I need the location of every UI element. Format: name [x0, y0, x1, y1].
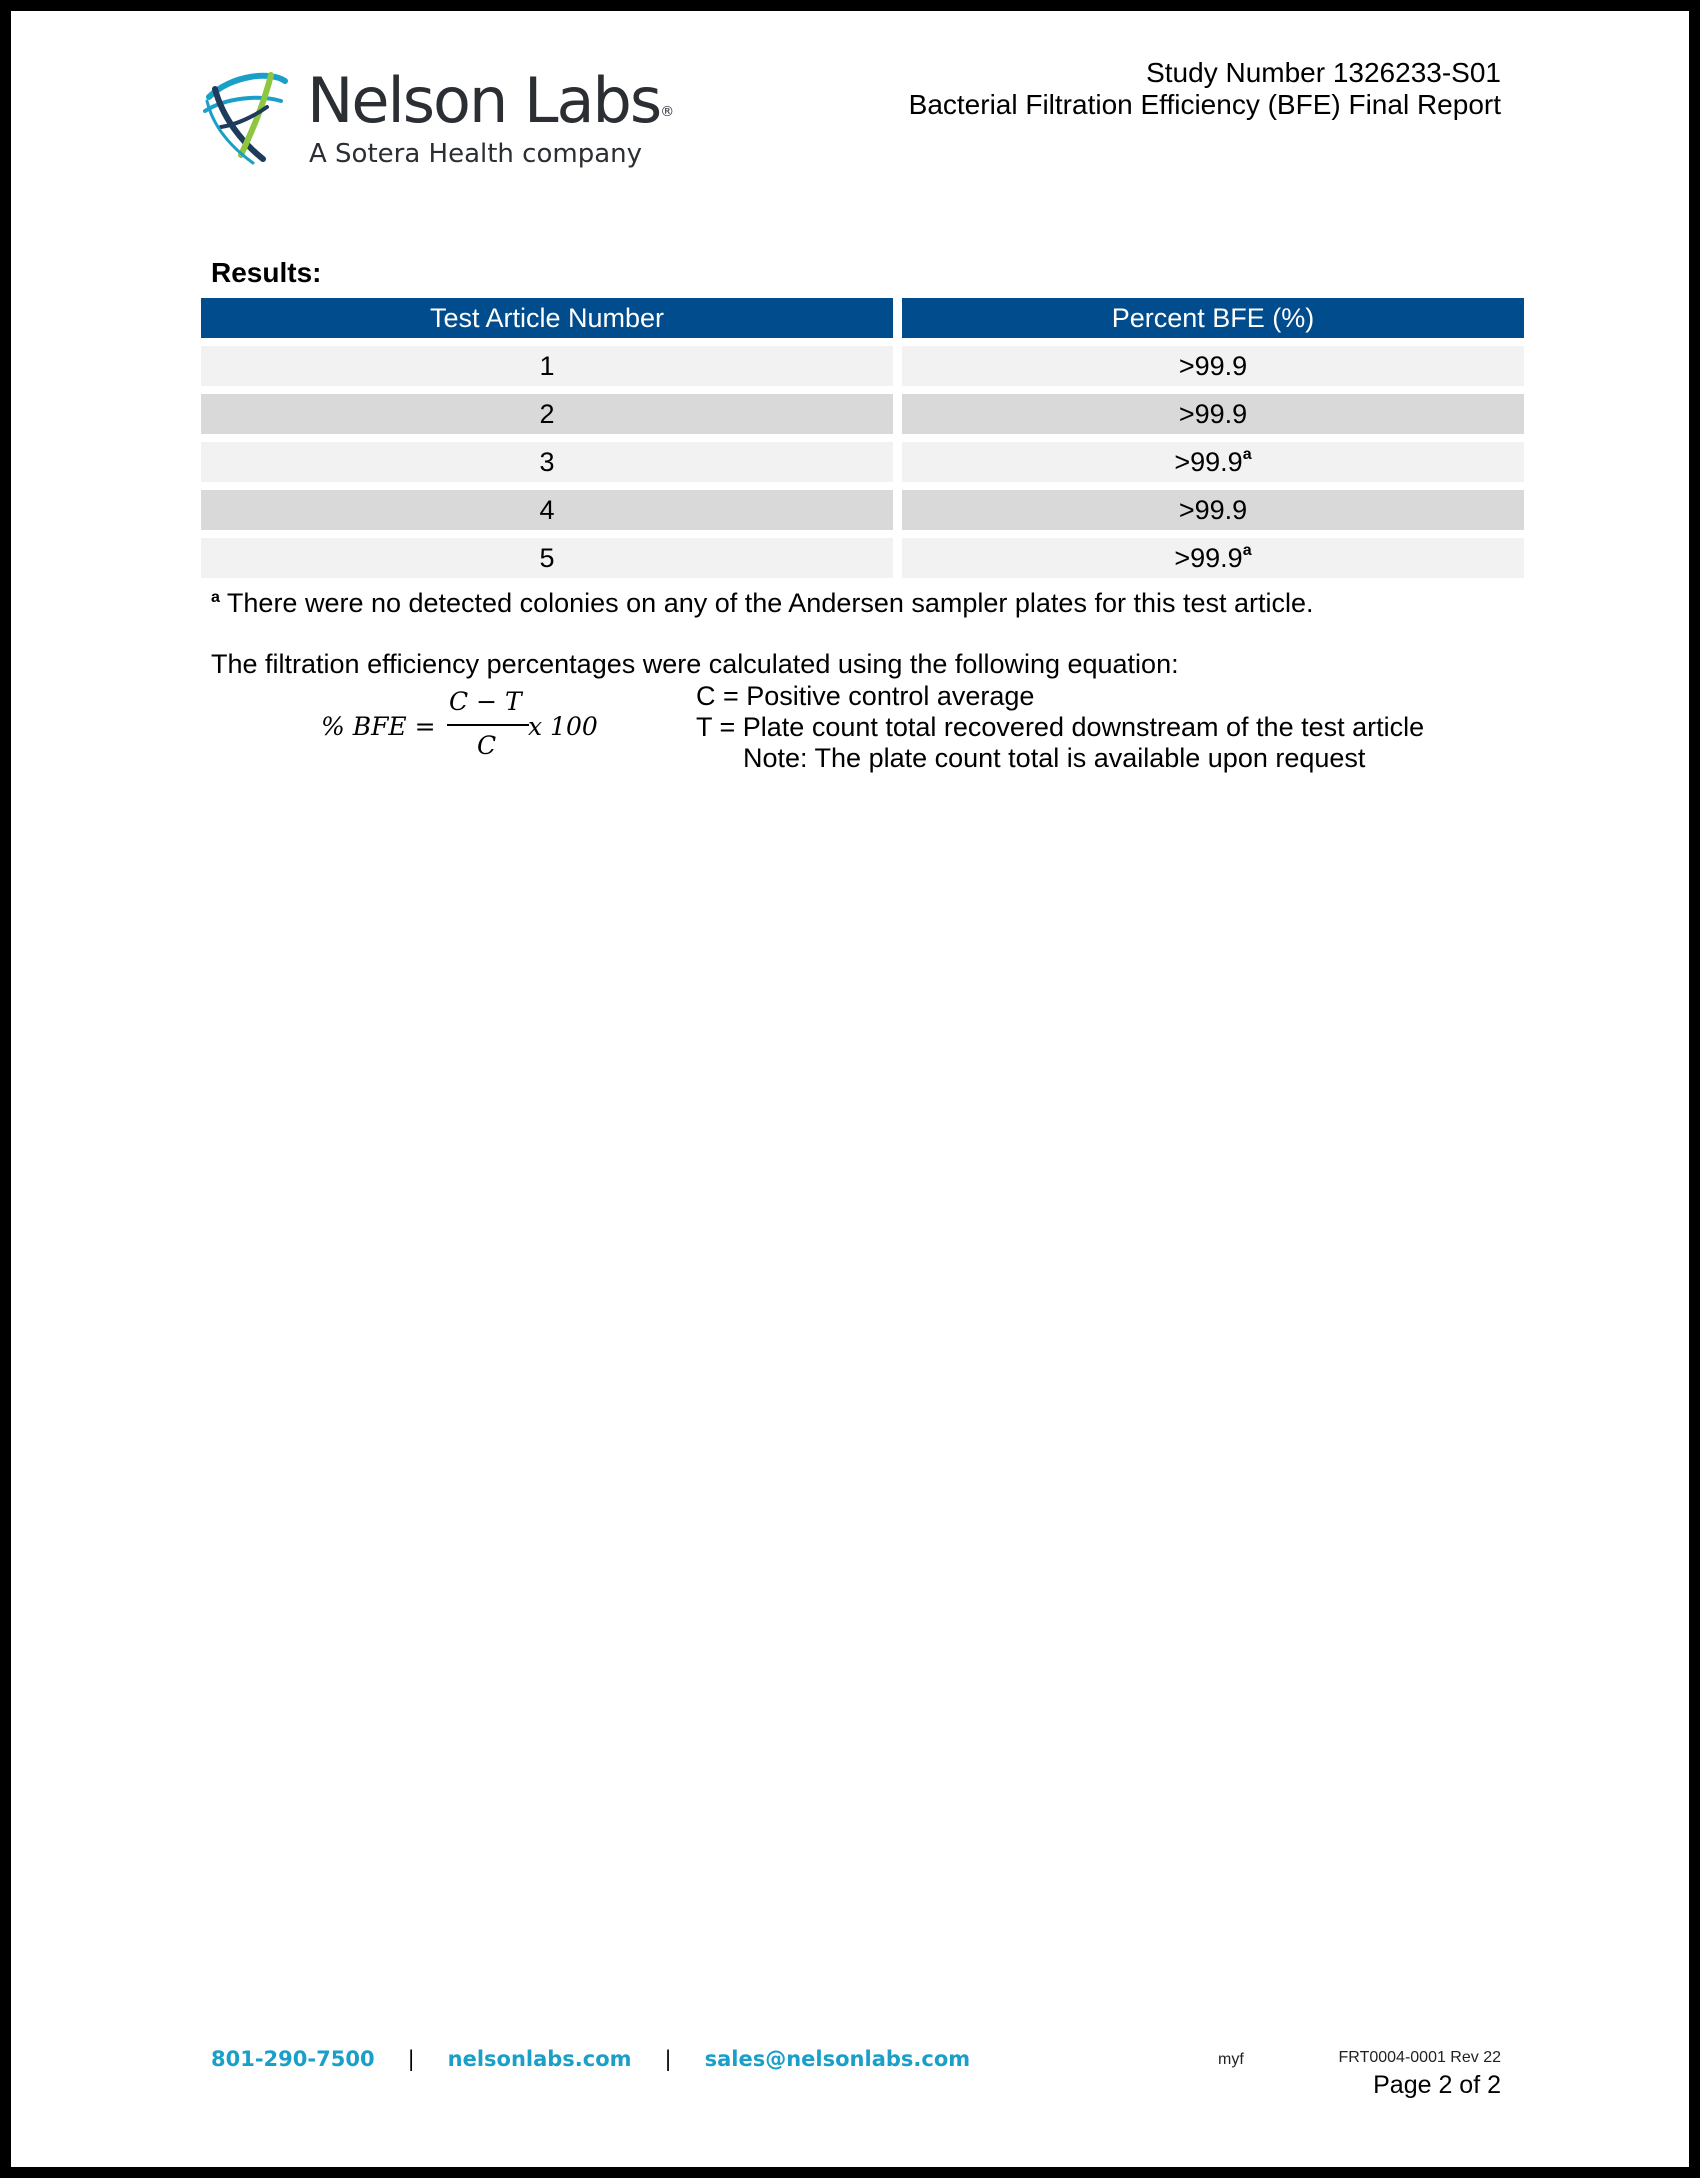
- column-header-test-article: Test Article Number: [201, 298, 893, 338]
- fraction-bar: [447, 724, 529, 726]
- column-header-percent-bfe: Percent BFE (%): [902, 298, 1524, 338]
- email-link[interactable]: sales@nelsonlabs.com: [704, 2047, 971, 2071]
- author-initials: myf: [1218, 2051, 1244, 2068]
- test-article-number: 4: [201, 490, 893, 530]
- footer-contact: [211, 2047, 970, 2071]
- footer-separator: |: [407, 2047, 415, 2071]
- percent-bfe-value: >99.9$^a$: [902, 538, 1524, 578]
- definition-t: T = Plate count total recovered downstream of the test article: [696, 712, 1425, 742]
- nelson-labs-logo: [201, 61, 675, 176]
- definition-note: Note: The plate count total is available upon request: [743, 743, 1366, 773]
- logo-tagline: A Sotera Health company: [309, 139, 643, 169]
- equation-lhs: % BFE =: [321, 712, 436, 741]
- percent-bfe-value: >99.9: [902, 346, 1524, 386]
- footnote-marker: a: [1242, 446, 1252, 463]
- footnote-marker: a: [211, 589, 220, 606]
- report-header: [909, 57, 1501, 121]
- table-row: [201, 442, 1524, 482]
- results-table: [201, 298, 1524, 586]
- study-number: Study Number 1326233-S01: [1146, 57, 1501, 88]
- nelson-labs-globe-icon: [201, 67, 291, 167]
- test-article-number: 2: [201, 394, 893, 434]
- table-row: [201, 394, 1524, 434]
- percent-bfe-value: >99.9: [902, 490, 1524, 530]
- test-article-number: 1: [201, 346, 893, 386]
- table-row: [201, 538, 1524, 578]
- table-row: [201, 346, 1524, 386]
- equation-definitions: [696, 681, 1424, 774]
- equation-rhs: x 100: [528, 712, 598, 741]
- test-article-number: 5: [201, 538, 893, 578]
- page-number: Page 2 of 2: [1373, 2071, 1501, 2099]
- footnote-marker: a: [1242, 542, 1252, 559]
- phone-link[interactable]: 801-290-7500: [211, 2047, 375, 2071]
- footer-separator: |: [664, 2047, 672, 2071]
- logo-wordmark: Nelson Labs®: [307, 64, 675, 137]
- method-intro: The filtration efficiency percentages were calculated using the following equation:: [211, 649, 1179, 679]
- table-header-row: [201, 298, 1524, 338]
- percent-bfe-value: >99.9: [902, 394, 1524, 434]
- equation-denominator: C: [477, 731, 497, 760]
- report-title: Bacterial Filtration Efficiency (BFE) Final Report: [908, 89, 1501, 120]
- website-link[interactable]: nelsonlabs.com: [447, 2047, 632, 2071]
- percent-bfe-value: >99.9$^a$: [902, 442, 1524, 482]
- form-number: FRT0004-0001 Rev 22: [1338, 2049, 1501, 2066]
- table-row: [201, 490, 1524, 530]
- results-heading: Results:: [211, 257, 322, 288]
- table-footnote: $^a$ There were no detected colonies on any of the Andersen sampler plates for this test article.: [211, 588, 1314, 618]
- bfe-equation: [321, 687, 621, 767]
- test-article-number: 3: [201, 442, 893, 482]
- equation-numerator: C − T: [449, 687, 522, 716]
- definition-c: C = Positive control average: [696, 681, 1035, 711]
